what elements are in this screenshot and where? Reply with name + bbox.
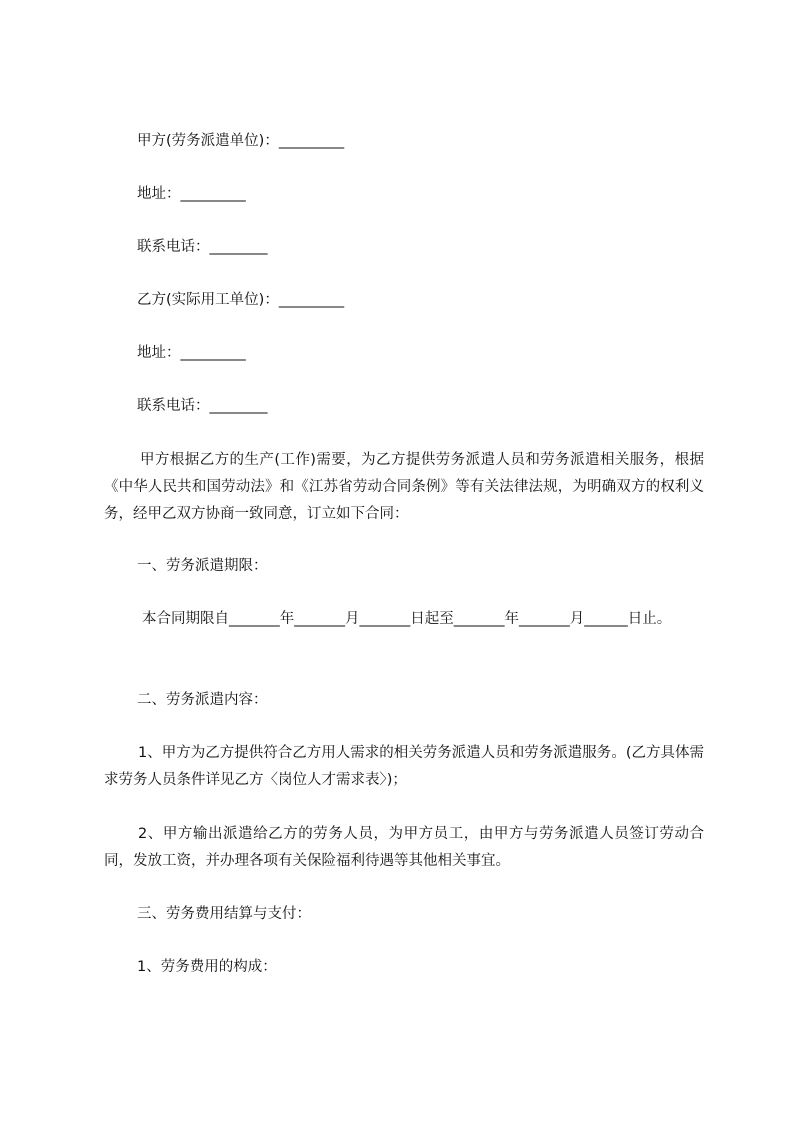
section-2-heading: 二、劳务派遣内容： xyxy=(137,692,268,708)
section-2-item-2: 2、甲方输出派遣给乙方的劳务人员，为甲方员工，由甲方与劳务派遣人员签订劳动合同，发放工资，并办理各项有关保险福利待遇等其他相关事宜。 xyxy=(104,826,704,869)
party-a-address-line: 地址：_________ xyxy=(137,186,246,202)
section-3-heading: 三、劳务费用结算与支付： xyxy=(137,906,311,922)
party-b-name-line: 乙方(实际用工单位)：_________ xyxy=(137,292,345,308)
section-2-item-1: 1、甲方为乙方提供符合乙方用人需求的相关劳务派遣人员和劳务派遣服务。(乙方具体需求劳务人员条件详见乙方〈岗位人才需求表〉)； xyxy=(104,745,704,788)
party-a-name-line: 甲方(劳务派遣单位)：_________ xyxy=(137,133,345,149)
section-3-item-1: 1、劳务费用的构成： xyxy=(137,959,277,975)
party-b-address-line: 地址：_________ xyxy=(137,345,246,361)
section-1-heading: 一、劳务派遣期限： xyxy=(137,558,268,574)
preamble-paragraph: 甲方根据乙方的生产(工作)需要，为乙方提供劳务派遣人员和劳务派遣相关服务，根据《中华人民共和国劳动法》和《江苏省劳动合同条例》等有关法律法规，为明确双方的权利义务，经甲乙双方协商一致同意，订立如下合同： xyxy=(104,452,704,522)
section-1-term-paragraph: 本合同期限自_______年_______月_______日起至_______年_______月______日止。 xyxy=(142,611,672,627)
party-a-phone-line: 联系电话：________ xyxy=(137,239,268,255)
party-b-phone-line: 联系电话：________ xyxy=(137,398,268,414)
